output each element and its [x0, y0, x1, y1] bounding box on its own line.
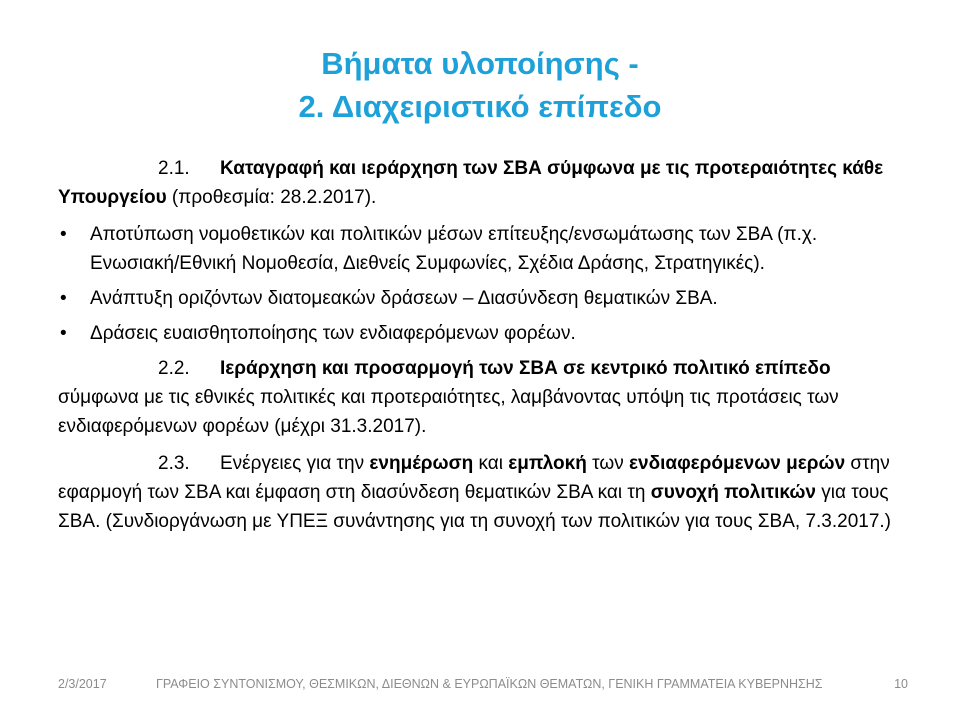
section-text: (προθεσμία: 28.2.2017).: [166, 187, 377, 208]
title-line-1: Βήματα υλοποίησης -: [321, 46, 639, 81]
page-number: 10: [894, 677, 908, 691]
section-number: 2.2.: [158, 358, 190, 379]
footer-date: 2/3/2017: [58, 677, 107, 691]
emphasis-text: ενημέρωση: [369, 453, 474, 474]
bullet-list: [58, 220, 904, 348]
section-2-3: [58, 449, 904, 536]
list-item: [58, 319, 904, 348]
footer-organization: ΓΡΑΦΕΙΟ ΣΥΝΤΟΝΙΣΜΟΥ, ΘΕΣΜΙΚΩΝ, ΔΙΕΘΝΩΝ & ΕΥΡΩΠΑΪΚΩΝ ΘΕΜΑΤΩΝ, ΓΕΝΙΚΗ ΓΡΑΜΜΑΤΕΙΑ ΚΥΒΕΡΝΗΣΗΣ: [156, 677, 823, 691]
list-item: [58, 220, 904, 278]
list-item-text: Ανάπτυξη οριζόντων διατομεακών δράσεων – Διασύνδεση θεματικών ΣΒΑ.: [90, 288, 718, 309]
slide-title: [0, 42, 960, 128]
list-item: [58, 284, 904, 313]
slide-footer: [58, 677, 908, 691]
section-text: και: [473, 453, 509, 474]
section-number: 2.1.: [158, 158, 190, 179]
emphasis-text: ενδιαφερόμενων μερών: [629, 453, 846, 474]
emphasis-text: συνοχή πολιτικών: [650, 482, 816, 503]
section-text: Ενέργειες για την: [220, 453, 370, 474]
emphasis-text: εμπλοκή: [508, 453, 587, 474]
section-text: για τους ΣΒΑ. (Συνδιοργάνωση με ΥΠΕΞ συνάντησης για τη συνοχή των πολιτικών για τους ΣΒΑ, 7.3.2017.): [58, 482, 892, 532]
slide-body: [58, 154, 904, 544]
section-text: των: [586, 453, 629, 474]
section-2-2: [58, 354, 904, 441]
section-number: 2.3.: [158, 453, 190, 474]
bullet-icon: •: [60, 288, 67, 309]
section-heading: Καταγραφή και ιεράρχηση των ΣΒΑ σύμφωνα με τις προτεραιότητες κάθε Υπουργείου: [58, 158, 884, 208]
bullet-icon: •: [60, 224, 67, 245]
section-2-1: [58, 154, 904, 212]
section-heading: Ιεράρχηση και προσαρμογή των ΣΒΑ σε κεντρικό πολιτικό επίπεδο: [220, 358, 831, 379]
list-item-text: Αποτύπωση νομοθετικών και πολιτικών μέσων επίτευξης/ενσωμάτωσης των ΣΒΑ (π.χ. Ενωσιακή/Εθνική Νομοθεσία, Διεθνείς Συμφωνίες, Σχέδια Δράσης, Στρατηγικές).: [90, 224, 818, 274]
section-text: σύμφωνα με τις εθνικές πολιτικές και προτεραιότητες, λαμβάνοντας υπόψη τις προτάσεις των ενδιαφερόμενων φορέων (μέχρι 31.3.2017).: [58, 387, 839, 437]
bullet-icon: •: [60, 323, 67, 344]
section-text: στην εφαρμογή των ΣΒΑ και έμφαση στη διασύνδεση θεματικών ΣΒΑ και τη: [58, 453, 890, 503]
list-item-text: Δράσεις ευαισθητοποίησης των ενδιαφερόμενων φορέων.: [90, 323, 576, 344]
title-line-2: 2. Διαχειριστικό επίπεδο: [298, 89, 662, 124]
